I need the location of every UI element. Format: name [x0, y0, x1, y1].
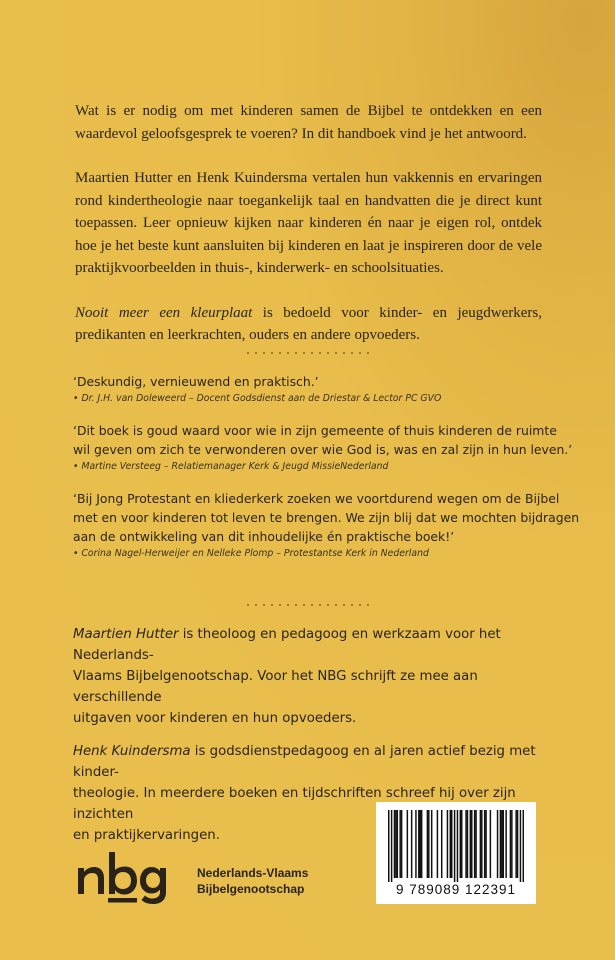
intro-paragraph-3-rest: is bedoeld voor kinder- en jeugdwerkers, predikanten en leerkrachten, ouders en andere opvoeders. — [75, 304, 542, 343]
barcode-bar — [407, 810, 408, 878]
barcode-bar — [471, 810, 472, 878]
isbn-barcode — [376, 802, 536, 904]
barcode-bar — [503, 810, 504, 878]
barcode-bar — [441, 810, 442, 878]
barcode-bar — [497, 810, 498, 878]
intro-paragraph-3 — [75, 302, 542, 347]
barcode-bar — [460, 810, 461, 878]
barcode-bar — [419, 810, 420, 878]
quote-attribution: • Corina Nagel-Herweijer en Nelleke Plomp – Protestantse Kerk in Nederland — [73, 548, 429, 559]
barcode-bar — [454, 810, 455, 882]
barcode-bar — [450, 810, 451, 878]
barcode-bar — [411, 810, 412, 878]
intro-paragraph-1: Wat is er nodig om met kinderen samen de Bijbel te ontdekken en een waardevol geloofsgesprek te voeren? In dit handboek vind je het antwoord. — [75, 103, 542, 142]
bio-line: uitgaven voor kinderen en hun opvoeders. — [73, 711, 357, 726]
barcode-bar — [467, 810, 468, 878]
quote-line: ‘Dit boek is goud waard voor wie in zijn gemeente of thuis kinderen de ruimte — [73, 423, 557, 438]
barcode-bar — [500, 810, 501, 878]
barcode-bar — [481, 810, 482, 878]
intro-paragraph-2: Maartien Hutter en Henk Kuindersma vertalen hun vakkennis en ervaringen rond kindertheologie naar toegankelijk taal en handvatten die je direct kunt toepassen. Leer opnieuw kijken naar kinderen én naar je eigen rol, ontdek hoe je het beste kunt aansluiten bij kinderen en laat je inspireren door de vele praktijkvoorbeelden in thuis-, kinderwerk- en schoolsituaties. — [75, 170, 542, 276]
dotted-divider — [244, 604, 372, 606]
quote-line: aan de ontwikkeling van dit inhoudelijke én praktische boek!’ — [73, 529, 455, 544]
barcode-bar — [501, 810, 502, 878]
author-name: Henk Kuindersma — [73, 744, 191, 759]
bio-line: theologie. In meerdere boeken en tijdschriften schreef hij over zijn inzichten — [73, 786, 516, 822]
barcode-bar — [401, 810, 402, 878]
barcode-bar — [490, 810, 491, 878]
dotted-divider — [244, 352, 372, 354]
quotes-section — [73, 372, 580, 561]
barcode-bar — [451, 810, 452, 878]
barcode-bar — [447, 810, 448, 878]
bio-line: is theoloog en pedagoog en werkzaam voor het Nederlands- — [73, 627, 501, 663]
barcode-bar — [427, 810, 428, 878]
barcode-bar — [394, 810, 395, 878]
barcode-bar — [421, 810, 422, 878]
barcode-bar — [517, 810, 518, 878]
quote-line: ‘Bij Jong Protestant en kliederkerk zoeken we voortdurend wegen om de Bijbel — [73, 491, 560, 506]
quote-line: met en voor kinderen tot leven te brengen. We zijn blij dat we mochten bijdragen — [73, 510, 580, 525]
publisher-name-line-1: Nederlands-Vlaams — [197, 866, 309, 880]
barcode-bar — [399, 810, 400, 878]
quote-2 — [73, 421, 573, 474]
barcode-bar — [510, 810, 511, 878]
barcode-bar — [511, 810, 512, 878]
author-name: Maartien Hutter — [73, 627, 179, 642]
barcode-bar — [485, 810, 486, 878]
quote-line: wil geven om zich te verwonderen over wie God is, was en zal zijn in hun leven.’ — [73, 442, 573, 457]
barcode-bar — [418, 810, 419, 878]
barcode-bar — [480, 810, 481, 878]
book-title: Nooit meer een kleurplaat — [75, 304, 253, 321]
publisher-name-line-2: Bijbelgenootschap — [197, 882, 305, 896]
barcode-bar — [475, 810, 476, 878]
bio-line: Vlaams Bijbelgenootschap. Voor het NBG schrijft ze mee aan verschillende — [73, 669, 478, 705]
barcode-bar — [437, 810, 438, 878]
isbn-number: 9 789089 122391 — [395, 882, 517, 897]
barcode-bar — [391, 810, 392, 882]
barcode-bar — [397, 810, 398, 878]
barcode-bar — [505, 810, 506, 878]
quote-3 — [73, 489, 580, 561]
author-bio-1 — [73, 624, 540, 729]
barcode-bar — [474, 810, 475, 878]
barcode-bar — [520, 810, 521, 882]
intro-section — [75, 100, 542, 347]
barcode-bar — [388, 810, 389, 882]
quote-line: ‘Deskundig, vernieuwend en praktisch.’ — [73, 374, 319, 389]
barcode-bar — [415, 810, 416, 878]
barcode-bar — [428, 810, 429, 878]
bio-line: en praktijkervaringen. — [73, 828, 220, 843]
quote-1 — [73, 372, 540, 406]
barcode-bars — [388, 810, 524, 882]
barcode-bar — [523, 810, 524, 882]
quote-attribution: • Dr. J.H. van Doleweerd – Docent Godsdienst aan de Driestar & Lector PC GVO — [73, 393, 442, 404]
barcode-bar — [431, 810, 432, 878]
quote-attribution: • Martine Versteeg – Relatiemanager Kerk & Jeugd MissieNederland — [73, 461, 389, 472]
nbg-logo — [74, 848, 174, 904]
barcode-bar — [484, 810, 485, 878]
barcode-bar — [515, 810, 516, 878]
barcode-bar — [465, 810, 466, 878]
barcode-bar — [461, 810, 462, 878]
barcode-bar — [395, 810, 396, 878]
bio-line: is godsdienstpedagoog en al jaren actief bezig met kinder- — [73, 744, 536, 780]
barcode-bar — [470, 810, 471, 878]
barcode-bar — [457, 810, 458, 882]
